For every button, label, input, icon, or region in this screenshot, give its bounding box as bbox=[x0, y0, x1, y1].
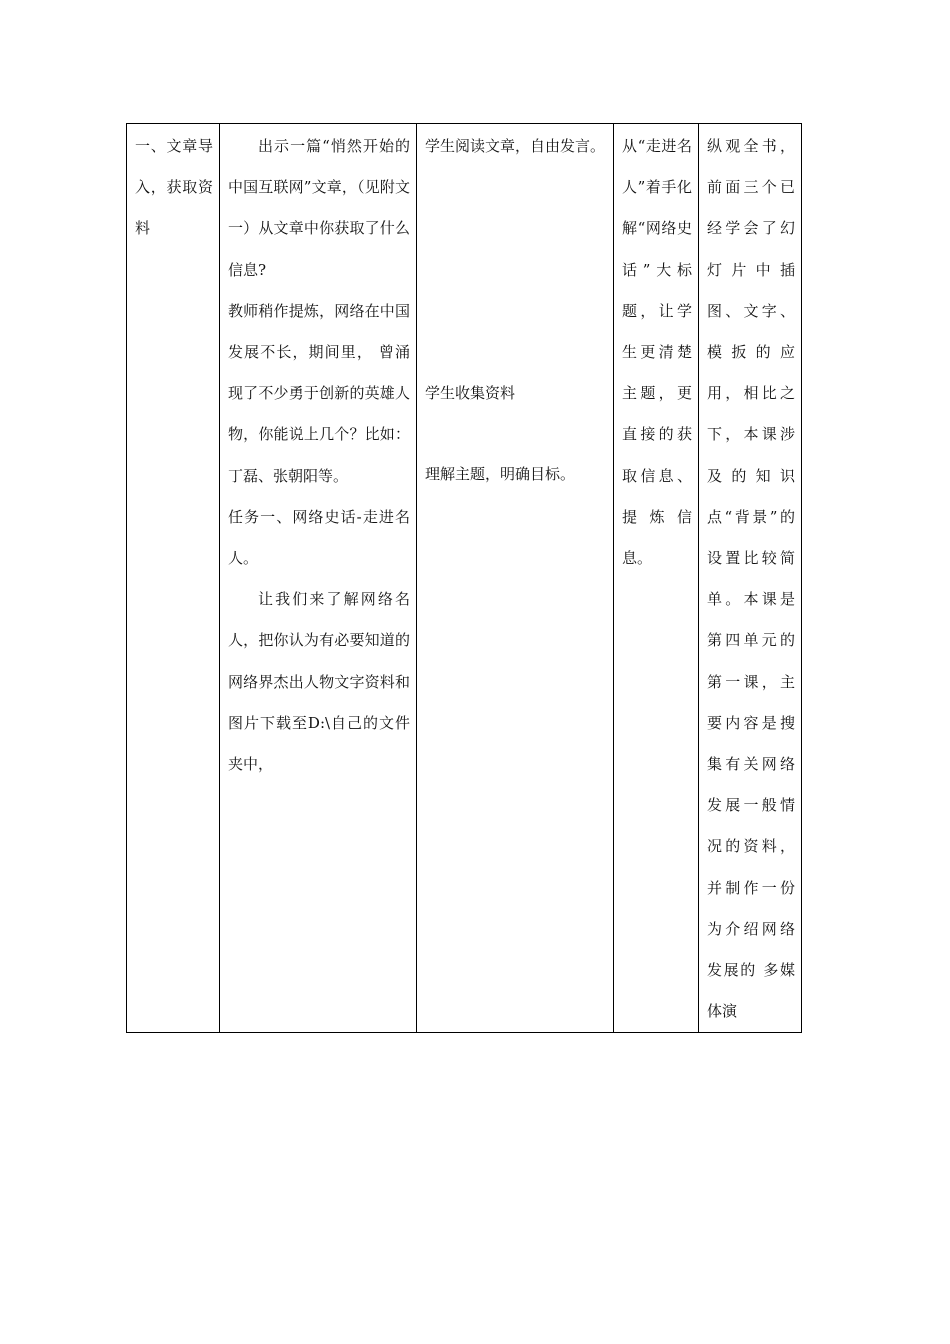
teacher-paragraph-2: 教师稍作提炼，网络在中国发展不长，期间里， 曾涌现了不少勇于创新的英雄人物，你能说上几个？比如：丁磊、张朝阳等。 bbox=[228, 301, 410, 485]
lesson-plan-table bbox=[126, 123, 802, 1033]
teacher-paragraph-4: 让我们来了解网络名人，把你认为有必要知道的网络界杰出人物文字资料和图片下载至D:\自己的文件夹中， bbox=[228, 590, 410, 774]
stage-text: 一、文章导入，获取资料 bbox=[135, 137, 213, 238]
stage-cell bbox=[127, 124, 220, 1033]
notes-cell bbox=[699, 124, 802, 1033]
student-paragraph-1: 学生阅读文章，自由发言。 bbox=[425, 137, 606, 155]
table-row bbox=[127, 124, 802, 1033]
spacer bbox=[425, 414, 607, 454]
teacher-paragraph-1: 出示一篇“悄然开始的中国互联网”文章，（见附文一）从文章中你获取了什么信息? bbox=[228, 137, 410, 279]
student-paragraph-3: 理解主题，明确目标。 bbox=[425, 465, 576, 484]
notes-text: 纵观全书，前面三个已经学会了幻灯片中插图、文字、模扳的应用，相比之下，本课涉及的知识点“背景”的设置比较简单。本课是第四单元的第一课，主要内容是搜集有关网络发展一般情况的资料，并制作一份为介绍网络发展的 多媒体演 bbox=[707, 137, 795, 1021]
design-intent-text: 从“走进名人”着手化解“网络史话”大标题，让学生更清楚主题，更直接的获取信息、提炼信息。 bbox=[622, 137, 692, 568]
student-paragraph-2: 学生收集资料 bbox=[425, 384, 516, 403]
design-intent-cell bbox=[614, 124, 699, 1033]
teacher-activity-cell bbox=[220, 124, 417, 1033]
teacher-paragraph-3: 任务一、网络史话-走进名人。 bbox=[228, 507, 410, 568]
spacer bbox=[425, 167, 607, 373]
student-activity-cell bbox=[417, 124, 614, 1033]
